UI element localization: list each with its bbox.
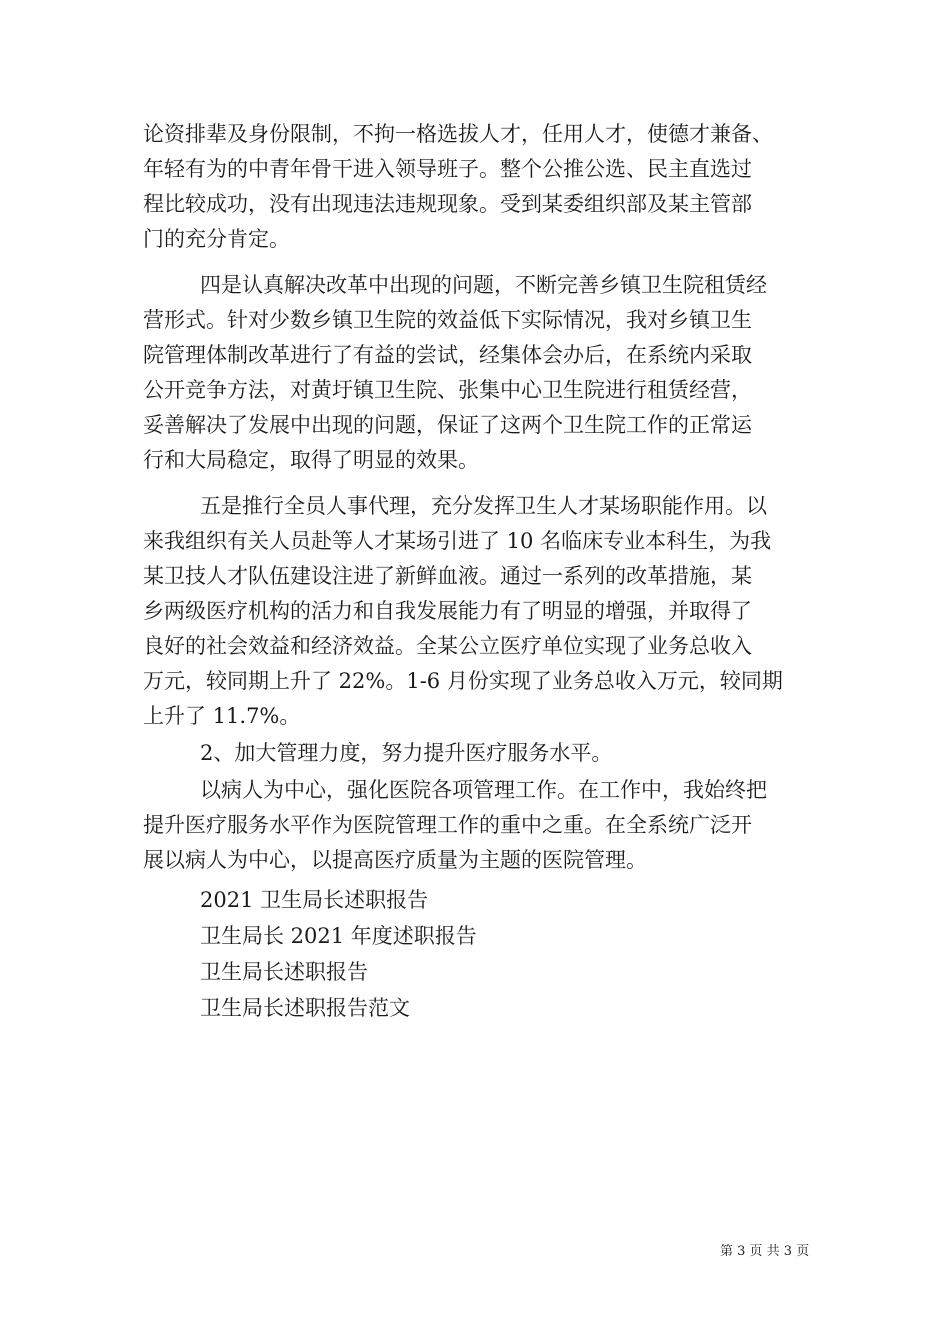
text-line: 营形式。针对少数乡镇卫生院的效益低下实际情况，我对乡镇卫生: [143, 308, 752, 332]
text-line: 万元，较同期上升了 22%。1-6 月份实现了业务总收入万元，较同期: [143, 669, 783, 693]
text-line: 行和大局稳定，取得了明显的效果。: [143, 448, 479, 472]
text-line: 提升医疗服务水平作为医院管理工作的重中之重。在全系统广泛开: [143, 813, 752, 837]
section-heading: 2、加大管理力度，努力提升医疗服务水平。: [200, 741, 613, 765]
text-line: 论资排辈及身份限制，不拘一格选拔人才，任用人才，使德才兼备、: [143, 122, 773, 146]
text-line: 程比较成功，没有出现违法违规现象。受到某委组织部及某主管部: [143, 192, 752, 216]
text-line: 以病人为中心，强化医院各项管理工作。在工作中，我始终把: [200, 778, 767, 802]
related-title: 卫生局长述职报告范文: [200, 996, 410, 1020]
related-title: 卫生局长述职报告: [200, 960, 368, 984]
text-line: 乡两级医疗机构的活力和自我发展能力有了明显的增强，并取得了: [143, 599, 752, 623]
text-line: 四是认真解决改革中出现的问题，不断完善乡镇卫生院租赁经: [200, 273, 767, 297]
text-line: 院管理体制改革进行了有益的尝试，经集体会办后，在系统内采取: [143, 343, 752, 367]
related-title: 卫生局长 2021 年度述职报告: [200, 924, 477, 948]
text-line: 某卫技人才队伍建设注进了新鲜血液。通过一系列的改革措施，某: [143, 564, 752, 588]
text-line: 年轻有为的中青年骨干进入领导班子。整个公推公选、民主直选过: [143, 157, 752, 181]
text-line: 门的充分肯定。: [143, 227, 290, 251]
text-line: 上升了 11.7%。: [143, 704, 301, 728]
text-line: 展以病人为中心，以提高医疗质量为主题的医院管理。: [143, 848, 647, 872]
text-line: 良好的社会效益和经济效益。全某公立医疗单位实现了业务总收入: [143, 634, 752, 658]
text-line: 公开竞争方法，对黄圩镇卫生院、张集中心卫生院进行租赁经营，: [143, 378, 752, 402]
text-line: 五是推行全员人事代理，充分发挥卫生人才某场职能作用。以: [200, 494, 767, 518]
text-line: 来我组织有关人员赴等人才某场引进了 10 名临床专业本科生，为我: [143, 529, 772, 553]
page-number: 第 3 页 共 3 页: [720, 1244, 810, 1259]
related-title: 2021 卫生局长述职报告: [200, 888, 429, 912]
text-line: 妥善解决了发展中出现的问题，保证了这两个卫生院工作的正常运: [143, 413, 752, 437]
